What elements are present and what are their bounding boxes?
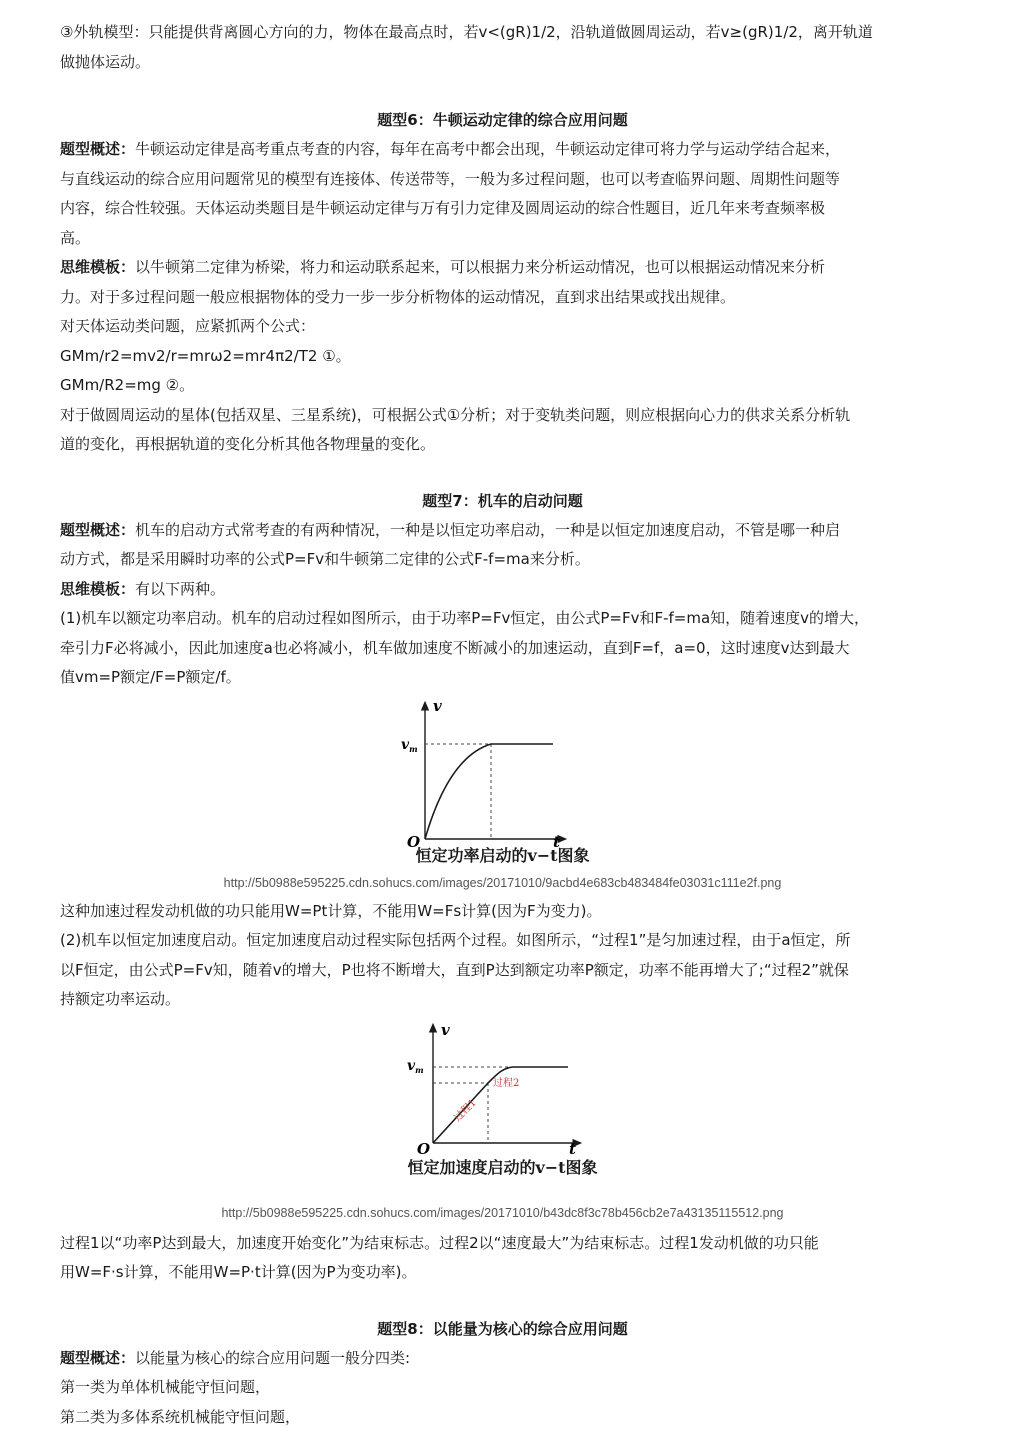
figure-caption-2: 恒定加速度启动的v−t图象 [407,1157,598,1177]
figure-constant-power-vt [393,699,613,849]
text-line: 持额定功率运动。 [60,990,181,1008]
label-vm: $v_m$ [406,1057,424,1075]
text-line: 牵引力F必将减小，因此加速度a也必将减小，机车做加速度不断减小的加速运动，直到F=f，a=0，这时速度v达到最大 [60,638,850,657]
text-line: 这种加速过程发动机做的功只能用W=Pt计算，不能用W=Fs计算(因为F为变力)。 [60,901,602,920]
formula-1: GMm/r2=mv2/r=mrω2=mr4π2/T2 ①。 [60,346,351,365]
label-thinking: 思维模板： [60,579,136,598]
label-thinking: 思维模板： [60,258,136,276]
label-overview: 题型概述： [60,520,136,539]
text-line: 过程1以“功率P达到最大，加速度开始变化”为结束标志。过程2以“速度最大”为结束标志。过程1发动机做的功只能 [60,1233,819,1252]
text-line: 以能量为核心的综合应用问题一般分四类: [135,1348,411,1367]
origin-label: O [416,1139,430,1155]
text-line: 机车的启动方式常考查的有两种情况，一种是以恒定功率启动，一种是以恒定加速度启动，不管是哪一种启 [135,520,841,539]
text-line: 对天体运动类问题，应紧抓两个公式： [60,317,316,335]
text-line: 牛顿运动定律是高考重点考查的内容，每年在高考中都会出现，牛顿运动定律可将力学与运动学结合起来， [135,140,841,158]
vt-curve [425,744,553,839]
text-line: 与直线运动的综合应用问题常见的模型有连接体、传送带等，一般为多过程问题，也可以考查临界问题、周期性问题等 [60,169,841,188]
paragraph-outer-track [60,18,945,77]
text-line: 做抛体运动。 [60,52,151,71]
paragraph-s8 [60,1344,945,1433]
text-line: ③外轨模型：只能提供背离圆心方向的力，物体在最高点时，若v<(gR)1/2，沿轨道做圆周运动，若v≥(gR)1/2，离开轨道 [60,23,873,41]
axis-label-v: v [440,1022,450,1039]
text-line: 以F恒定，由公式P=Fv知，随着v的增大，P也将不断增大，直到P达到额定功率P额定，功率不能再增大了;“过程2”就保 [60,960,849,979]
text-line: (1)机车以额定功率启动。机车的启动过程如图所示，由于功率P=Fv恒定，由公式P=Fv和F-f=ma知，随着速度v的增大， [60,609,870,627]
origin-label: O [406,832,420,849]
text-line: (2)机车以恒定加速度启动。恒定加速度启动过程实际包括两个过程。如图所示，“过程1”是匀加速过程，由于a恒定，所 [60,931,851,949]
text-line: 内容，综合性较强。天体运动类题目是牛顿运动定律与万有引力定律及圆周运动的综合性题目，近几年来考查频率极 [60,199,826,217]
section-title-8: 题型8：以能量为核心的综合应用问题 [377,1319,628,1338]
label-overview: 题型概述： [60,1348,136,1367]
text-line: 第一类为单体机械能守恒问题， [60,1378,271,1396]
paragraph-s7-work [60,897,945,1015]
paragraph-s6-thinking [60,253,945,312]
label-vm: $v_m$ [400,736,418,754]
text-line: 用W=F·s计算，不能用W=P·t计算(因为P为变功率)。 [60,1263,417,1281]
paragraph-s7-overview [60,516,945,693]
paragraph-s7-end [60,1229,945,1288]
text-line: 道的变化，再根据轨道的变化分析其他各物理量的变化。 [60,435,436,453]
label-overview: 题型概述： [60,140,136,158]
text-line: 对于做圆周运动的星体(包括双星、三星系统)，可根据公式①分析；对于变轨类问题，则应根据向心力的供求关系分析轨 [60,405,851,424]
section-title-6: 题型6：牛顿运动定律的综合应用问题 [377,111,628,129]
text-line: 高。 [60,228,91,247]
formula-2: GMm/R2=mg ②。 [60,376,195,394]
axis-label-t: t [552,832,560,849]
image-url-1: http://5b0988e595225.cdn.sohucs.com/images/20171010/9acbd4e683cb483484fe03031c111e2f.png [223,875,782,890]
text-line: 力。对于多过程问题一般应根据物体的受力一步一步分析物体的运动情况，直到求出结果或找出规律。 [60,287,736,306]
figure-constant-accel-vt [393,1023,613,1155]
paragraph-s6-formulas [60,312,945,460]
label-process-1: 过程1 [451,1096,479,1124]
document-page [60,18,945,1432]
text-line: 值vm=P额定/F=P额定/f。 [60,668,241,686]
image-url-2: http://5b0988e595225.cdn.sohucs.com/images/20171010/b43dc8f3c78b456cb2e7a43135115512.png [221,1205,784,1220]
axis-label-t: t [568,1139,576,1155]
axis-label-v: v [432,698,442,715]
text-line: 有以下两种。 [135,579,226,598]
label-process-2: 过程2 [492,1077,519,1089]
text-line: 第二类为多体系统机械能守恒问题， [60,1407,301,1426]
text-line: 以牛顿第二定律为桥梁，将力和运动联系起来，可以根据力来分析运动情况，也可以根据运动情况来分析 [135,258,826,276]
text-line: 动方式，都是采用瞬时功率的公式P=Fv和牛顿第二定律的公式F-f=ma来分析。 [60,550,590,568]
paragraph-s6-overview [60,135,945,253]
figure-caption-1: 恒定功率启动的v−t图象 [415,845,590,865]
section-title-7: 题型7：机车的启动问题 [422,491,583,510]
